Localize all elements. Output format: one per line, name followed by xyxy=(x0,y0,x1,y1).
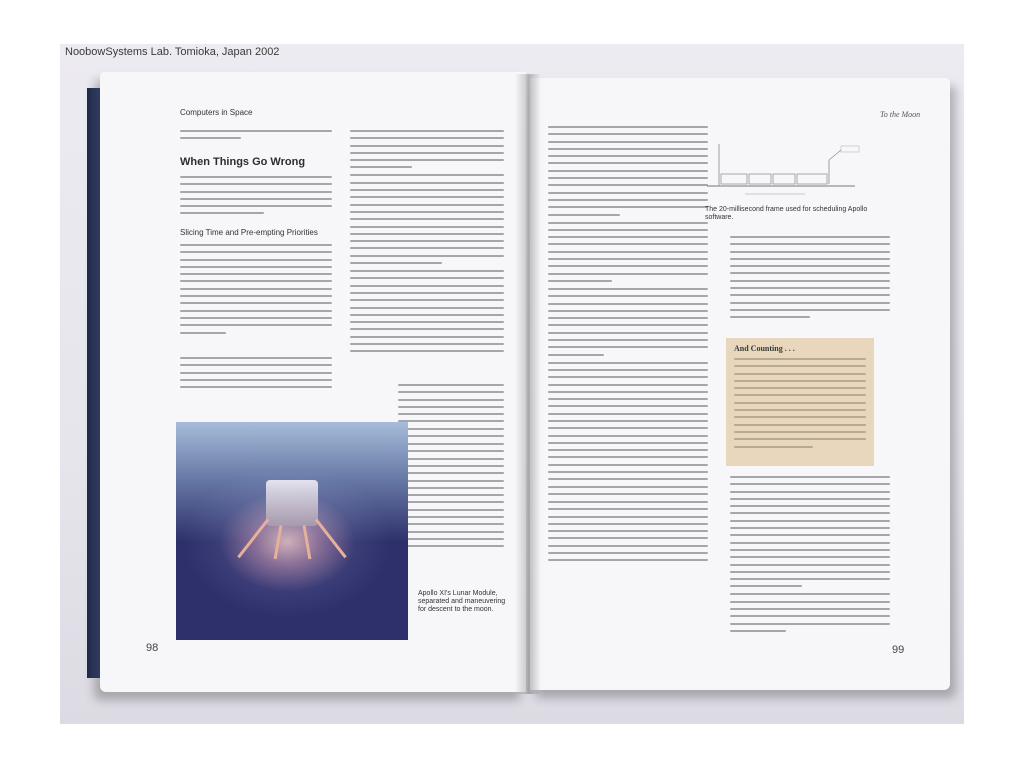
subsection-title: Slicing Time and Pre-empting Priorities xyxy=(180,228,318,237)
right-col2-text-top xyxy=(730,236,890,324)
lunar-module-caption: Apollo XI's Lunar Module, separated and maneuvering for descent to the moon. xyxy=(418,590,506,613)
book-gutter xyxy=(515,74,541,694)
sidebar-text xyxy=(734,358,866,453)
sidebar-title: And Counting . . . xyxy=(734,344,795,353)
left-page-number: 98 xyxy=(146,642,159,654)
right-page-number: 99 xyxy=(892,644,905,656)
left-col1-text-block-3 xyxy=(180,357,332,393)
left-col1-text-block-2 xyxy=(180,244,332,339)
left-col1-intro-text xyxy=(180,130,332,145)
right-col2-text-bottom xyxy=(730,476,890,637)
lunar-module-photo xyxy=(176,422,408,640)
lunar-module-leg xyxy=(303,525,312,559)
lunar-module-leg xyxy=(237,519,269,559)
book-photo xyxy=(60,44,964,724)
section-title: When Things Go Wrong xyxy=(180,156,306,168)
right-col1-text xyxy=(548,126,708,567)
diagram-caption: The 20-millisecond frame used for scheduling Apollo software. xyxy=(705,206,868,221)
left-col2-text xyxy=(350,130,504,358)
lunar-module-leg xyxy=(315,519,347,559)
left-col2-wrap-text xyxy=(398,384,504,553)
left-col1-text-block-1 xyxy=(180,176,332,220)
left-running-head: Computers in Space xyxy=(180,108,253,117)
and-counting-sidebar xyxy=(726,338,874,466)
frame-timing-diagram xyxy=(705,140,861,202)
right-running-head: To the Moon xyxy=(880,110,921,119)
lunar-module-body xyxy=(266,480,318,526)
lunar-module-leg xyxy=(274,525,283,559)
photo-credit-caption: NoobowSystems Lab. Tomioka, Japan 2002 xyxy=(65,46,280,58)
